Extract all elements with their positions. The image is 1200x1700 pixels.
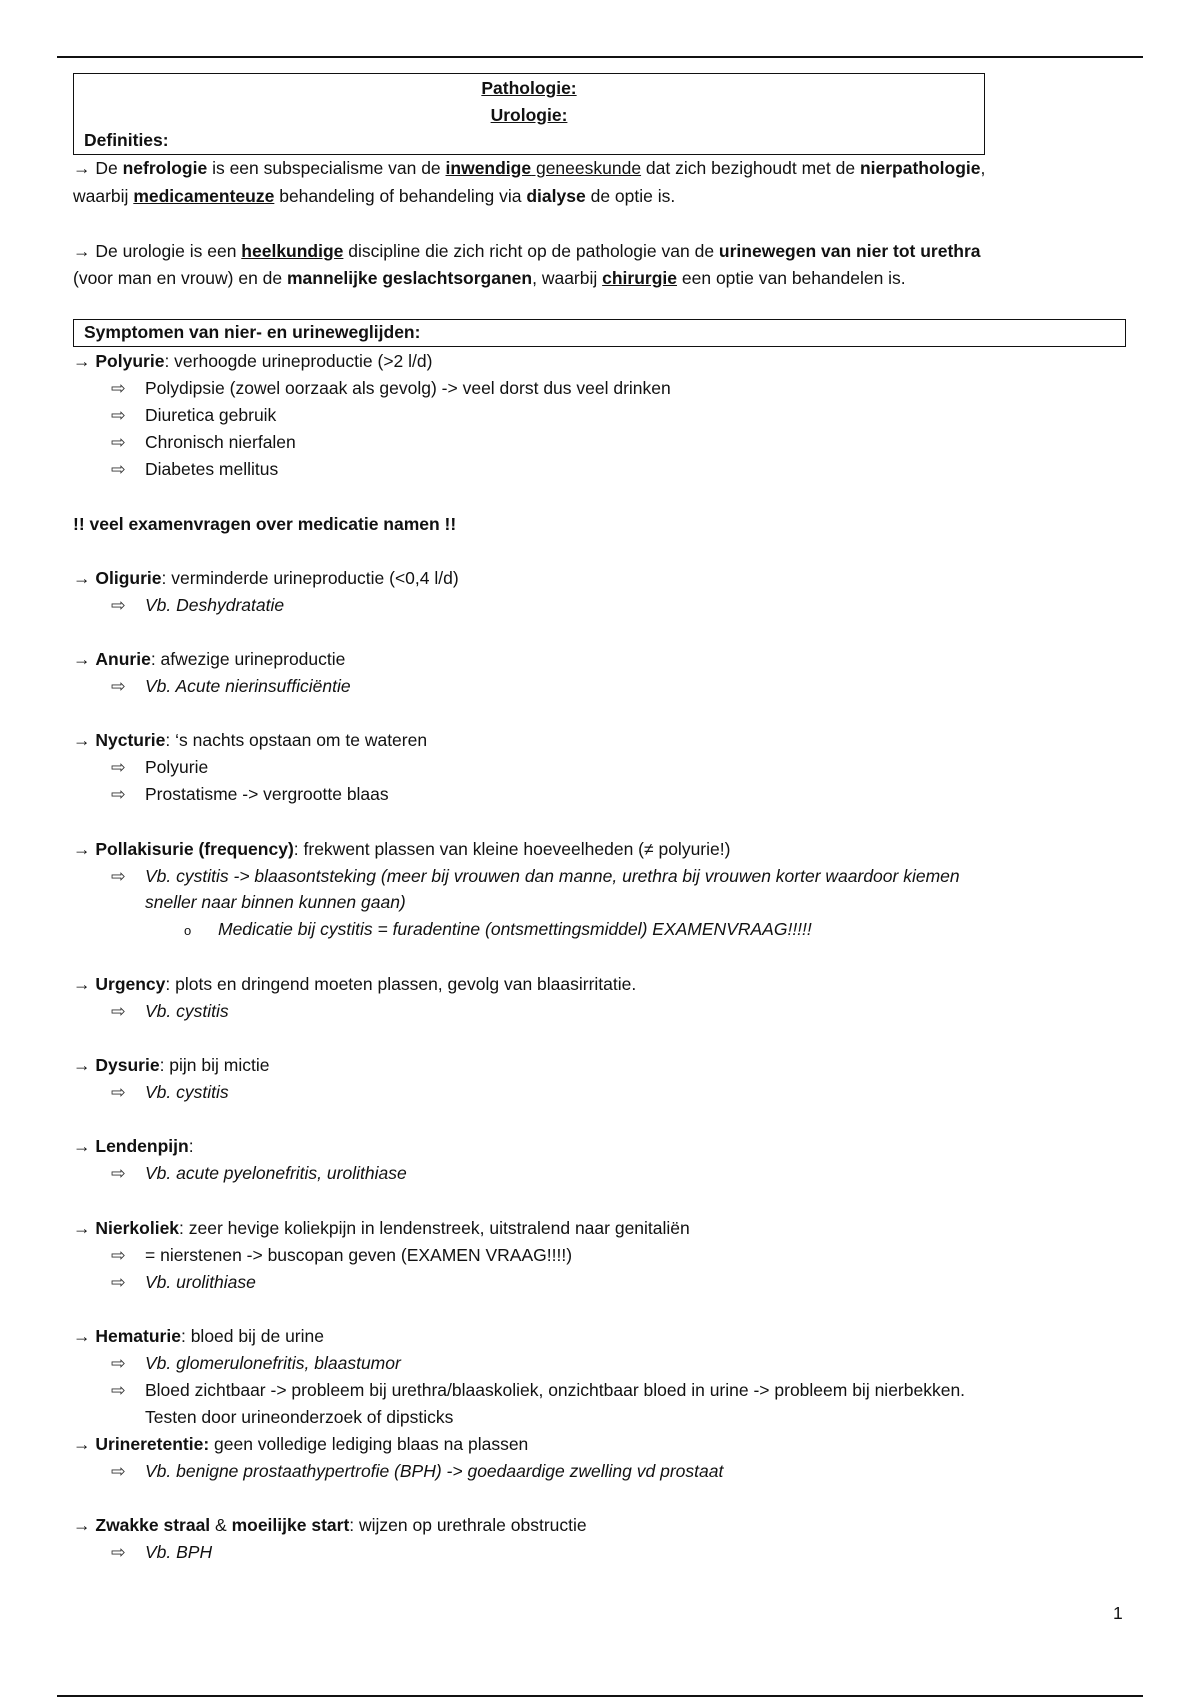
arrow-icon: → [73,1434,91,1454]
title-box [73,73,985,155]
sub-arrow-icon: ⇨ [111,1245,126,1265]
sub-arrow-icon: ⇨ [111,595,126,615]
list-item: ⇨ Vb. cystitis [111,1001,229,1021]
list-item: ⇨ = nierstenen -> buscopan geven (EXAMEN VRAAG!!!!) [111,1245,573,1265]
list-item: ⇨ Vb. BPH [111,1542,213,1562]
exam-note: !! veel examenvragen over medicatie namen !! [73,514,457,534]
sub-arrow-icon: ⇨ [111,1353,126,1373]
symptom-lendenpijn: → Lendenpijn: [73,1136,194,1156]
sub-arrow-icon: ⇨ [111,676,126,696]
list-item: ⇨ Vb. glomerulonefritis, blaastumor [111,1353,401,1373]
list-item: ⇨ Polydipsie (zowel oorzaak als gevolg) -> veel dorst dus veel drinken [111,378,671,398]
list-item-continuation: Testen door urineonderzoek of dipsticks [145,1407,454,1427]
bullet-icon: o [184,923,192,938]
sub-arrow-icon: ⇨ [111,1380,126,1400]
sub-arrow-icon: ⇨ [111,405,126,425]
arrow-icon: → [73,839,91,859]
list-item: ⇨ Diabetes mellitus [111,459,279,479]
arrow-icon: → [73,730,91,750]
arrow-icon: → [73,649,91,669]
arrow-icon: → [73,974,91,994]
sub-arrow-icon: ⇨ [111,1082,126,1102]
sub-arrow-icon: ⇨ [111,866,126,886]
sub-arrow-icon: ⇨ [111,1001,126,1021]
symptom-urineretentie: → Urineretentie: geen volledige lediging blaas na plassen [73,1434,529,1454]
sub-arrow-icon: ⇨ [111,1461,126,1481]
arrow-icon: → [73,1218,91,1238]
list-item: ⇨ Prostatisme -> vergrootte blaas [111,784,389,804]
list-item: ⇨ Diuretica gebruik [111,405,277,425]
page-number: 1 [1113,1603,1123,1623]
sub-arrow-icon: ⇨ [111,1163,126,1183]
list-item: ⇨ Vb. cystitis [111,1082,229,1102]
section-heading: Symptomen van nier- en urineweglijden: [84,322,421,342]
footer-rule [57,1695,1143,1697]
page-title: Pathologie: [481,78,577,98]
sub-arrow-icon: ⇨ [111,459,126,479]
symptom-urgency: → Urgency: plots en dringend moeten plassen, gevolg van blaasirritatie. [73,974,637,994]
list-item: ⇨ Vb. Acute nierinsufficiëntie [111,676,351,696]
page-subtitle: Urologie: [490,105,568,125]
sub-arrow-icon: ⇨ [111,1272,126,1292]
sub-arrow-icon: ⇨ [111,784,126,804]
list-item: ⇨ Vb. acute pyelonefritis, urolithiase [111,1163,407,1183]
arrow-icon: → [73,1515,91,1535]
sub-arrow-icon: ⇨ [111,1542,126,1562]
symptom-nierkoliek: → Nierkoliek: zeer hevige koliekpijn in lendenstreek, uitstralend naar genitaliën [73,1218,690,1238]
section-heading-box [73,319,1126,347]
list-item: ⇨ Vb. urolithiase [111,1272,256,1292]
list-item: ⇨ Bloed zichtbaar -> probleem bij urethra/blaaskoliek, onzichtbaar bloed in urine -> probleem bij nierbekken. [111,1380,966,1400]
sub-arrow-icon: ⇨ [111,757,126,777]
arrow-icon: → [73,158,91,178]
definition-urologie-cont: (voor man en vrouw) en de mannelijke geslachtsorganen, waarbij chirurgie een optie van behandelen is. [73,268,906,288]
list-item: ⇨ Vb. Deshydratatie [111,595,285,615]
arrow-icon: → [73,241,91,261]
sub-list-item: o Medicatie bij cystitis = furadentine (ontsmettingsmiddel) EXAMENVRAAG!!!!! [184,918,812,942]
symptom-nycturie: → Nycturie: ‘s nachts opstaan om te wateren [73,730,428,750]
arrow-icon: → [73,1055,91,1075]
arrow-icon: → [73,1136,91,1156]
symptom-hematurie: → Hematurie: bloed bij de urine [73,1326,324,1346]
sub-arrow-icon: ⇨ [111,432,126,452]
list-item: ⇨ Polyurie [111,757,209,777]
definition-nefrologie: → De nefrologie is een subspecialisme van de inwendige geneeskunde dat zich bezighoudt met de nierpathologie, [73,158,986,178]
symptom-pollakisurie: → Pollakisurie (frequency): frekwent plassen van kleine hoeveelheden (≠ polyurie!) [73,839,731,859]
symptom-anurie: → Anurie: afwezige urineproductie [73,649,346,669]
symptom-polyurie: → Polyurie: verhoogde urineproductie (>2 l/d) [73,351,433,371]
definitions-label: Definities: [84,130,169,150]
symptom-dysurie: → Dysurie: pijn bij mictie [73,1055,270,1075]
definition-urologie: → De urologie is een heelkundige discipline die zich richt op de pathologie van de urinewegen van nier tot urethra [73,241,981,261]
list-item: ⇨ Vb. benigne prostaathypertrofie (BPH) -> goedaardige zwelling vd prostaat [111,1461,724,1481]
arrow-icon: → [73,1326,91,1346]
symptom-zwakke-straal: → Zwakke straal & moeilijke start: wijzen op urethrale obstructie [73,1515,587,1535]
list-item-continuation: sneller naar binnen kunnen gaan) [145,892,406,912]
arrow-icon: → [73,351,91,371]
list-item: ⇨ Chronisch nierfalen [111,432,296,452]
symptom-oligurie: → Oligurie: verminderde urineproductie (<0,4 l/d) [73,568,459,588]
list-item: ⇨ Vb. cystitis -> blaasontsteking (meer bij vrouwen dan manne, urethra bij vrouwen korter waardoor kiemen [111,866,960,886]
arrow-icon: → [73,568,91,588]
sub-arrow-icon: ⇨ [111,378,126,398]
definition-nefrologie-cont: waarbij medicamenteuze behandeling of behandeling via dialyse de optie is. [73,186,676,206]
header-rule [57,56,1143,58]
